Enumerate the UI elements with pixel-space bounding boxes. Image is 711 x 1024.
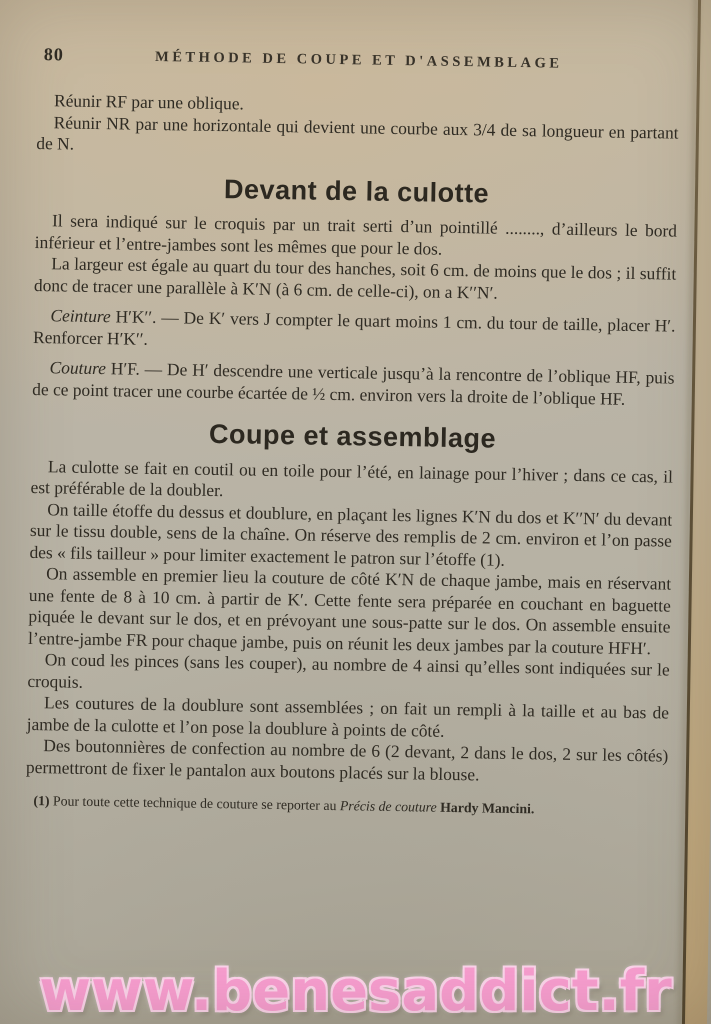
- section-heading: Devant de la culotte: [223, 173, 490, 208]
- text-segment: La culotte se fait en coutil ou en toile pour l’été, en lainage pour l’hiver ; dans ce cas, il est préférable de la doubler.: [30, 455, 674, 501]
- page-header: [38, 44, 680, 79]
- section-heading: Coupe et assemblage: [208, 418, 497, 454]
- paragraph: [33, 305, 676, 359]
- text-segment: H′K′′. — De K′ vers J compter le quart moins 1 cm. du tour de taille, placer H′. Renforcer H′K′′.: [32, 306, 676, 349]
- text-segment: Réunir RF par une oblique.: [53, 90, 245, 114]
- paragraph: [32, 357, 675, 411]
- paragraph: [29, 498, 672, 573]
- footnote: [25, 792, 667, 820]
- footnote-segment: Hardy Mancini.: [436, 799, 535, 817]
- body-text: [26, 90, 679, 789]
- footnote-segment: Pour toute cette technique de couture se reporter au: [52, 793, 341, 814]
- text-segment: Des boutonnières de confection au nombre de 6 (2 devant, 2 dans le dos, 2 sur les côtés) permettront de fixer le pantalon aux boutons placés sur la blouse.: [25, 735, 669, 784]
- paragraph: [28, 563, 671, 660]
- watermark: www.benesaddict.fr: [39, 959, 672, 1024]
- footnote-segment: (1): [33, 793, 54, 809]
- text-segment: On assemble en premier lieu la couture de côté K′N de chaque jambe, mais en réservant une fente de 8 à 10 cm. à partir de K′. Cette fente sera préparée en couchant en baguette piquée le devant sur le dos, et en prévoyant une sous-patte sur le dos. On assemble ensuite l’entre-jambe FR pour chaque jambe, puis on réunit les deux jambes par la couture HFH′.: [27, 563, 672, 658]
- text-segment: Couture: [49, 357, 107, 379]
- running-head: MÉTHODE DE COUPE ET D'ASSEMBLAGE: [154, 48, 563, 72]
- page-number: 80: [43, 44, 64, 65]
- text-segment: Réunir NR par une horizontale qui devient une courbe aux 3/4 de sa longueur en partant de N.: [36, 111, 679, 154]
- page-content: [25, 44, 680, 820]
- text-segment: H′F. — De H′ descendre une verticale jusqu’à la rencontre de l’oblique HF, puis de ce point tracer une courbe écartée de ½ cm. environ vers la droite de l’oblique HF.: [32, 358, 675, 409]
- text-segment: On taille étoffe du dessus et doublure, en plaçant les lignes K′N du dos et K′′N′ du devant sur le tissu double, sens de la chaîne. On réserve des remplis de 2 cm. environ et l’on passe des « fils tailleur » pour limiter exactement le patron sur l’étoffe (1).: [29, 498, 673, 570]
- text-segment: Ceinture: [50, 305, 111, 327]
- text-segment: La largeur est égale au quart du tour des hanches, soit 6 cm. de moins que le dos ; il suffit donc de tracer une parallèle à K′N (à 6 cm. de celle-ci), on a K′′N′.: [33, 253, 677, 303]
- text-segment: Il sera indiqué sur le croquis par un trait serti d’un pointillé ........, d’ailleurs le bord inférieur et l’entre-jambes sont les mêmes que pour le dos.: [34, 210, 678, 259]
- footnote-segment: Précis de couture: [339, 798, 437, 815]
- text-segment: Les coutures de la doublure sont assemblées ; on fait un rempli à la taille et au bas de jambe de la culotte et l’on pose la doublure à points de côté.: [26, 692, 670, 741]
- text-segment: On coud les pinces (sans les couper), au nombre de 4 ainsi qu’elles sont indiquées sur le croquis.: [27, 649, 670, 692]
